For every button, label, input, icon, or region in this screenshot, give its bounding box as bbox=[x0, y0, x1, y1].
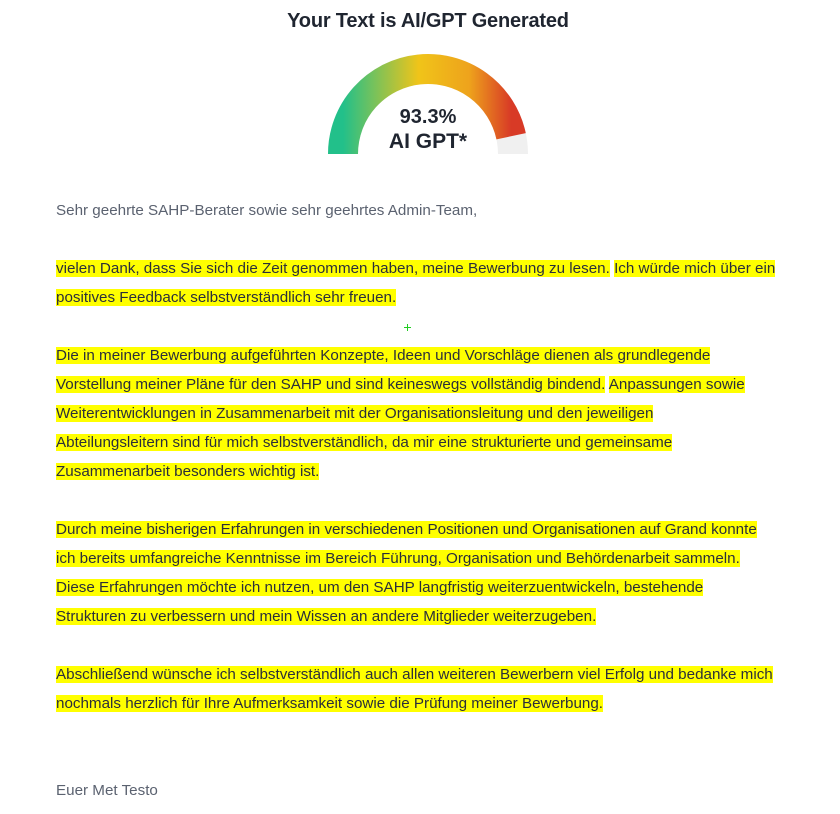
cursor-marker bbox=[404, 324, 411, 331]
signature-text: Euer Met Testo bbox=[56, 782, 158, 799]
greeting-line bbox=[56, 196, 816, 225]
paragraph-2 bbox=[56, 341, 816, 486]
text-line bbox=[56, 457, 816, 486]
text-line bbox=[56, 341, 816, 370]
paragraph-4 bbox=[56, 660, 816, 718]
signature-line bbox=[56, 776, 816, 805]
text-line bbox=[56, 515, 816, 544]
ai-score-gauge bbox=[327, 53, 529, 157]
text-line bbox=[56, 602, 816, 631]
highlighted-sentence: Abteilungsleitern sind für mich selbstverständlich, da mir eine strukturierte und gemeinsame bbox=[56, 434, 673, 451]
highlighted-sentence: Vorstellung meiner Pläne für den SAHP und sind keineswegs vollständig bindend. bbox=[56, 376, 606, 393]
highlighted-sentence: Abschließend wünsche ich selbstverständlich auch allen weiteren Bewerbern viel Erfolg und bedanke mich bbox=[56, 666, 773, 683]
text-line bbox=[56, 370, 816, 399]
text-line bbox=[56, 689, 816, 718]
paragraph-3 bbox=[56, 515, 816, 631]
greeting-text: Sehr geehrte SAHP-Berater sowie sehr geehrtes Admin-Team, bbox=[56, 202, 478, 219]
highlighted-sentence: Diese Erfahrungen möchte ich nutzen, um den SAHP langfristig weiterzuentwickeln, bestehende bbox=[56, 579, 704, 596]
gauge-percent: 93.3% bbox=[399, 106, 457, 128]
highlighted-sentence: Ich würde mich über ein bbox=[614, 260, 776, 277]
text-line bbox=[56, 283, 816, 312]
highlighted-sentence: Strukturen zu verbessern und mein Wissen an andere Mitglieder weiterzugeben. bbox=[56, 608, 597, 625]
highlighted-sentence: Anpassungen sowie bbox=[608, 376, 745, 393]
highlighted-sentence: Zusammenarbeit besonders wichtig ist. bbox=[56, 463, 320, 480]
highlighted-sentence: nochmals herzlich für Ihre Aufmerksamkeit sowie die Prüfung meiner Bewerbung. bbox=[56, 695, 604, 712]
paragraph-1 bbox=[56, 254, 816, 312]
text-line bbox=[56, 254, 816, 283]
highlighted-sentence: Die in meiner Bewerbung aufgeführten Konzepte, Ideen und Vorschläge dienen als grundlegende bbox=[56, 347, 711, 364]
text-line bbox=[56, 660, 816, 689]
text-line bbox=[56, 399, 816, 428]
text-line bbox=[56, 573, 816, 602]
highlighted-sentence: positives Feedback selbstverständlich sehr freuen. bbox=[56, 289, 397, 306]
highlighted-sentence: Durch meine bisherigen Erfahrungen in verschiedenen Positionen und Organisationen auf Grand konnte bbox=[56, 521, 757, 538]
result-title: Your Text is AI/GPT Generated bbox=[287, 10, 569, 32]
highlighted-sentence: Weiterentwicklungen in Zusammenarbeit mit der Organisationsleitung und den jeweiligen bbox=[56, 405, 654, 422]
highlighted-sentence: vielen Dank, dass Sie sich die Zeit genommen haben, meine Bewerbung zu lesen. bbox=[56, 260, 610, 277]
text-line bbox=[56, 544, 816, 573]
text-line bbox=[56, 428, 816, 457]
highlighted-sentence: ich bereits umfangreiche Kenntnisse im Bereich Führung, Organisation und Behördenarbeit sammeln. bbox=[56, 550, 740, 567]
gauge-label: AI GPT* bbox=[388, 130, 468, 153]
